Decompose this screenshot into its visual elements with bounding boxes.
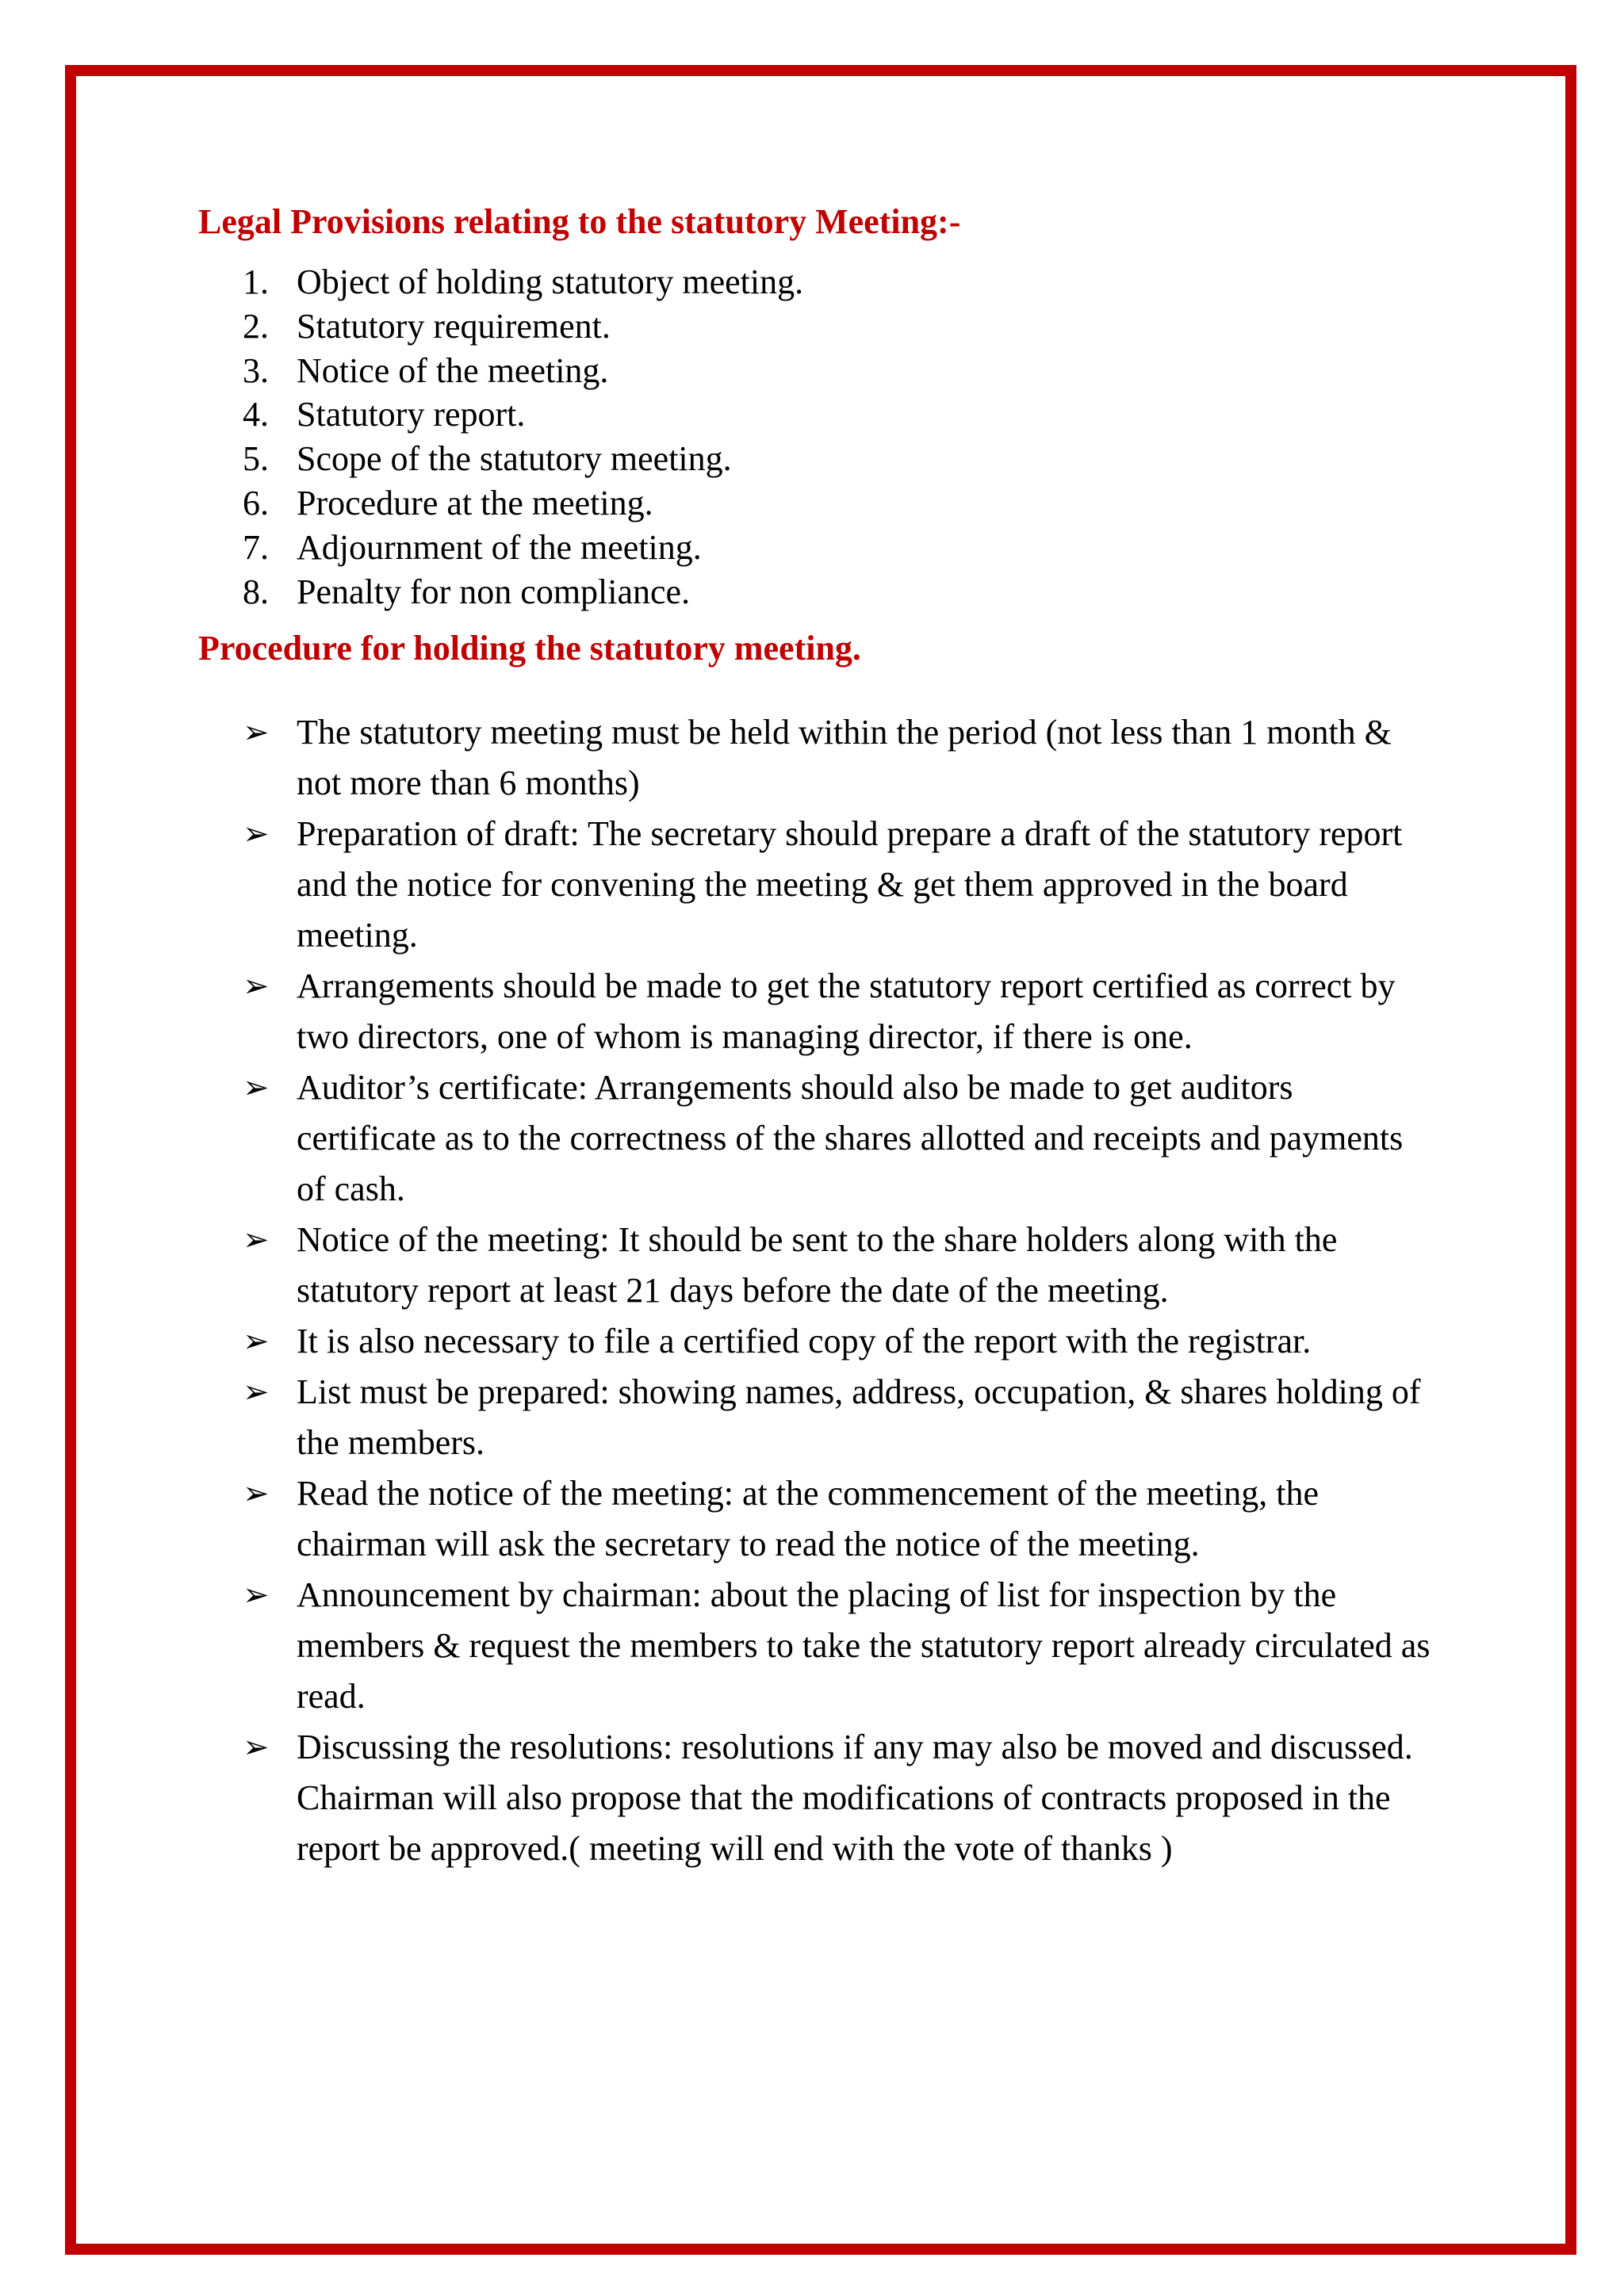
list-item-text: Scope of the statutory meeting. bbox=[297, 439, 732, 479]
list-item-text: Penalty for non compliance. bbox=[297, 572, 691, 611]
list-number: 8. bbox=[243, 572, 269, 611]
list-item bbox=[198, 304, 1435, 349]
arrowhead-bullet-icon: ➢ bbox=[243, 1577, 270, 1614]
list-item-text: Read the notice of the meeting: at the commencement of the meeting, the chairman will ask the secretary to read the notice of the meeting. bbox=[297, 1474, 1319, 1564]
arrowhead-bullet-icon: ➢ bbox=[243, 1323, 270, 1360]
arrowhead-bullet-icon: ➢ bbox=[243, 714, 270, 752]
list-item bbox=[198, 437, 1435, 481]
legal-provisions-heading: Legal Provisions relating to the statutory Meeting:- bbox=[198, 202, 961, 241]
arrowhead-bullet-icon: ➢ bbox=[243, 1475, 270, 1513]
list-item-text: Preparation of draft: The secretary should prepare a draft of the statutory report and the notice for convening the meeting & get them approved in the board meeting. bbox=[297, 814, 1403, 955]
arrowhead-bullet-icon: ➢ bbox=[243, 816, 270, 853]
document-body bbox=[198, 195, 1435, 1874]
arrowhead-bullet-icon: ➢ bbox=[243, 1729, 270, 1766]
list-item bbox=[198, 392, 1435, 437]
arrowhead-bullet-icon: ➢ bbox=[243, 1222, 270, 1259]
list-number: 1. bbox=[243, 262, 269, 301]
list-item-text: The statutory meeting must be held within the period (not less than 1 month & not more than 6 months) bbox=[297, 713, 1392, 803]
list-item-text: Auditor’s certificate: Arrangements should also be made to get auditors certificate as to the correctness of the shares allotted and receipts and payments of cash. bbox=[297, 1068, 1404, 1209]
list-item-text: Statutory requirement. bbox=[297, 306, 611, 346]
list-number: 5. bbox=[243, 439, 269, 479]
list-item-text: Procedure at the meeting. bbox=[297, 483, 653, 522]
list-item bbox=[198, 1215, 1435, 1316]
list-item-text: List must be prepared: showing names, address, occupation, & shares holding of the members. bbox=[297, 1372, 1421, 1463]
procedure-heading: Procedure for holding the statutory meeting. bbox=[198, 629, 861, 668]
arrowhead-bullet-icon: ➢ bbox=[243, 1070, 270, 1107]
legal-provisions-list bbox=[198, 260, 1435, 614]
procedure-list bbox=[198, 707, 1435, 1874]
list-item-text: It is also necessary to file a certified copy of the report with the registrar. bbox=[297, 1322, 1312, 1361]
list-item bbox=[198, 1570, 1435, 1722]
list-item-text: Arrangements should be made to get the statutory report certified as correct by two directors, one of whom is managing director, if there is one. bbox=[297, 966, 1396, 1057]
list-number: 6. bbox=[243, 483, 269, 522]
list-item bbox=[198, 1062, 1435, 1215]
list-item bbox=[198, 1722, 1435, 1874]
list-number: 3. bbox=[243, 350, 269, 390]
list-item-text: Notice of the meeting. bbox=[297, 350, 609, 390]
list-number: 2. bbox=[243, 306, 269, 346]
arrowhead-bullet-icon: ➢ bbox=[243, 968, 270, 1005]
list-item bbox=[198, 1468, 1435, 1570]
list-item bbox=[198, 260, 1435, 304]
list-item bbox=[198, 809, 1435, 961]
list-item-text: Statutory report. bbox=[297, 395, 526, 434]
list-item-text: Discussing the resolutions: resolutions if any may also be moved and discussed. Chairman will also propose that the modifications of contracts proposed in the report be approved.( meeting will end with the vote of thanks ) bbox=[297, 1728, 1413, 1869]
list-item bbox=[198, 961, 1435, 1062]
arrowhead-bullet-icon: ➢ bbox=[243, 1374, 270, 1411]
list-item-text: Announcement by chairman: about the placing of list for inspection by the members & request the members to take the statutory report already circulated as read. bbox=[297, 1575, 1431, 1716]
list-item bbox=[198, 481, 1435, 526]
list-item bbox=[198, 526, 1435, 570]
list-number: 4. bbox=[243, 395, 269, 434]
list-item-text: Adjournment of the meeting. bbox=[297, 527, 702, 567]
list-item bbox=[198, 1316, 1435, 1367]
list-item bbox=[198, 570, 1435, 614]
list-item bbox=[198, 1367, 1435, 1468]
list-number: 7. bbox=[243, 527, 269, 567]
list-item bbox=[198, 349, 1435, 393]
list-item bbox=[198, 707, 1435, 809]
list-item-text: Object of holding statutory meeting. bbox=[297, 262, 804, 301]
list-item-text: Notice of the meeting: It should be sent to the share holders along with the statutory report at least 21 days before the date of the meeting. bbox=[297, 1220, 1338, 1311]
